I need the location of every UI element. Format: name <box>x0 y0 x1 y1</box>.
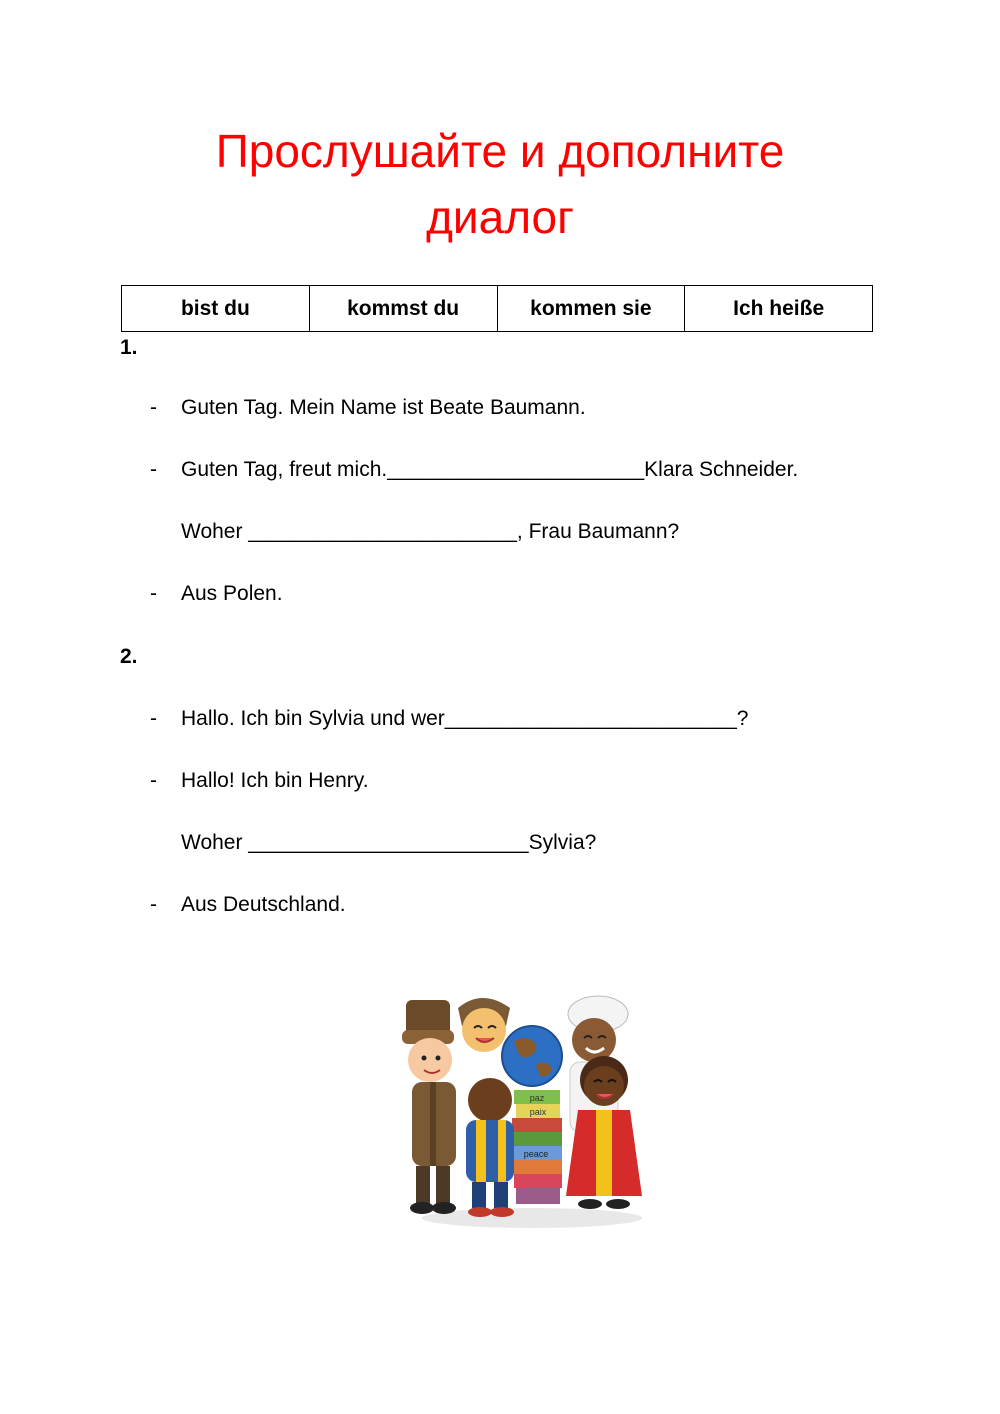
dialog-dash: - <box>150 707 157 730</box>
dialog-text: Hallo. Ich bin Sylvia und wer_________________________? <box>181 707 749 730</box>
title-line-2: диалог <box>426 191 574 243</box>
book-stack <box>510 1090 562 1204</box>
title-line-1: Прослушайте и дополните <box>215 125 785 177</box>
child-front-figure <box>466 1078 514 1217</box>
dialog-text: Aus Polen. <box>181 582 283 605</box>
dialog-dash: - <box>150 769 157 792</box>
word-bank-item: bist du <box>122 286 310 332</box>
child-back-figure <box>458 998 510 1052</box>
dialog-text: Woher ________________________Sylvia? <box>181 831 597 854</box>
dialog-dash: - <box>150 396 157 419</box>
word-bank-item: Ich heiße <box>685 286 873 332</box>
dialog-dash: - <box>150 458 157 481</box>
child-left-figure <box>402 1000 456 1214</box>
dialog-text: Guten Tag. Mein Name ist Beate Baumann. <box>181 396 586 419</box>
book-label: paix <box>529 1107 547 1117</box>
globe-icon <box>502 1026 562 1086</box>
dialog-text: Guten Tag, freut mich.______________________Klara Schneider. <box>181 458 799 481</box>
dialog-dash: - <box>150 893 157 916</box>
word-bank-item: kommen sie <box>497 286 685 332</box>
word-bank-table <box>121 285 873 332</box>
dialog-dash: - <box>150 582 157 605</box>
dialog-text: Woher _______________________, Frau Baumann? <box>181 520 680 543</box>
section-number-1: 1. <box>120 336 138 359</box>
word-bank-item: kommst du <box>309 286 497 332</box>
dialog-text: Hallo! Ich bin Henry. <box>181 769 369 792</box>
children-globe-illustration <box>402 990 654 1230</box>
dialog-text: Aus Deutschland. <box>181 893 346 916</box>
book-label: peace <box>523 1149 549 1159</box>
book-label: paz <box>529 1093 545 1103</box>
page-title <box>0 118 1000 250</box>
section-number-2: 2. <box>120 645 138 668</box>
